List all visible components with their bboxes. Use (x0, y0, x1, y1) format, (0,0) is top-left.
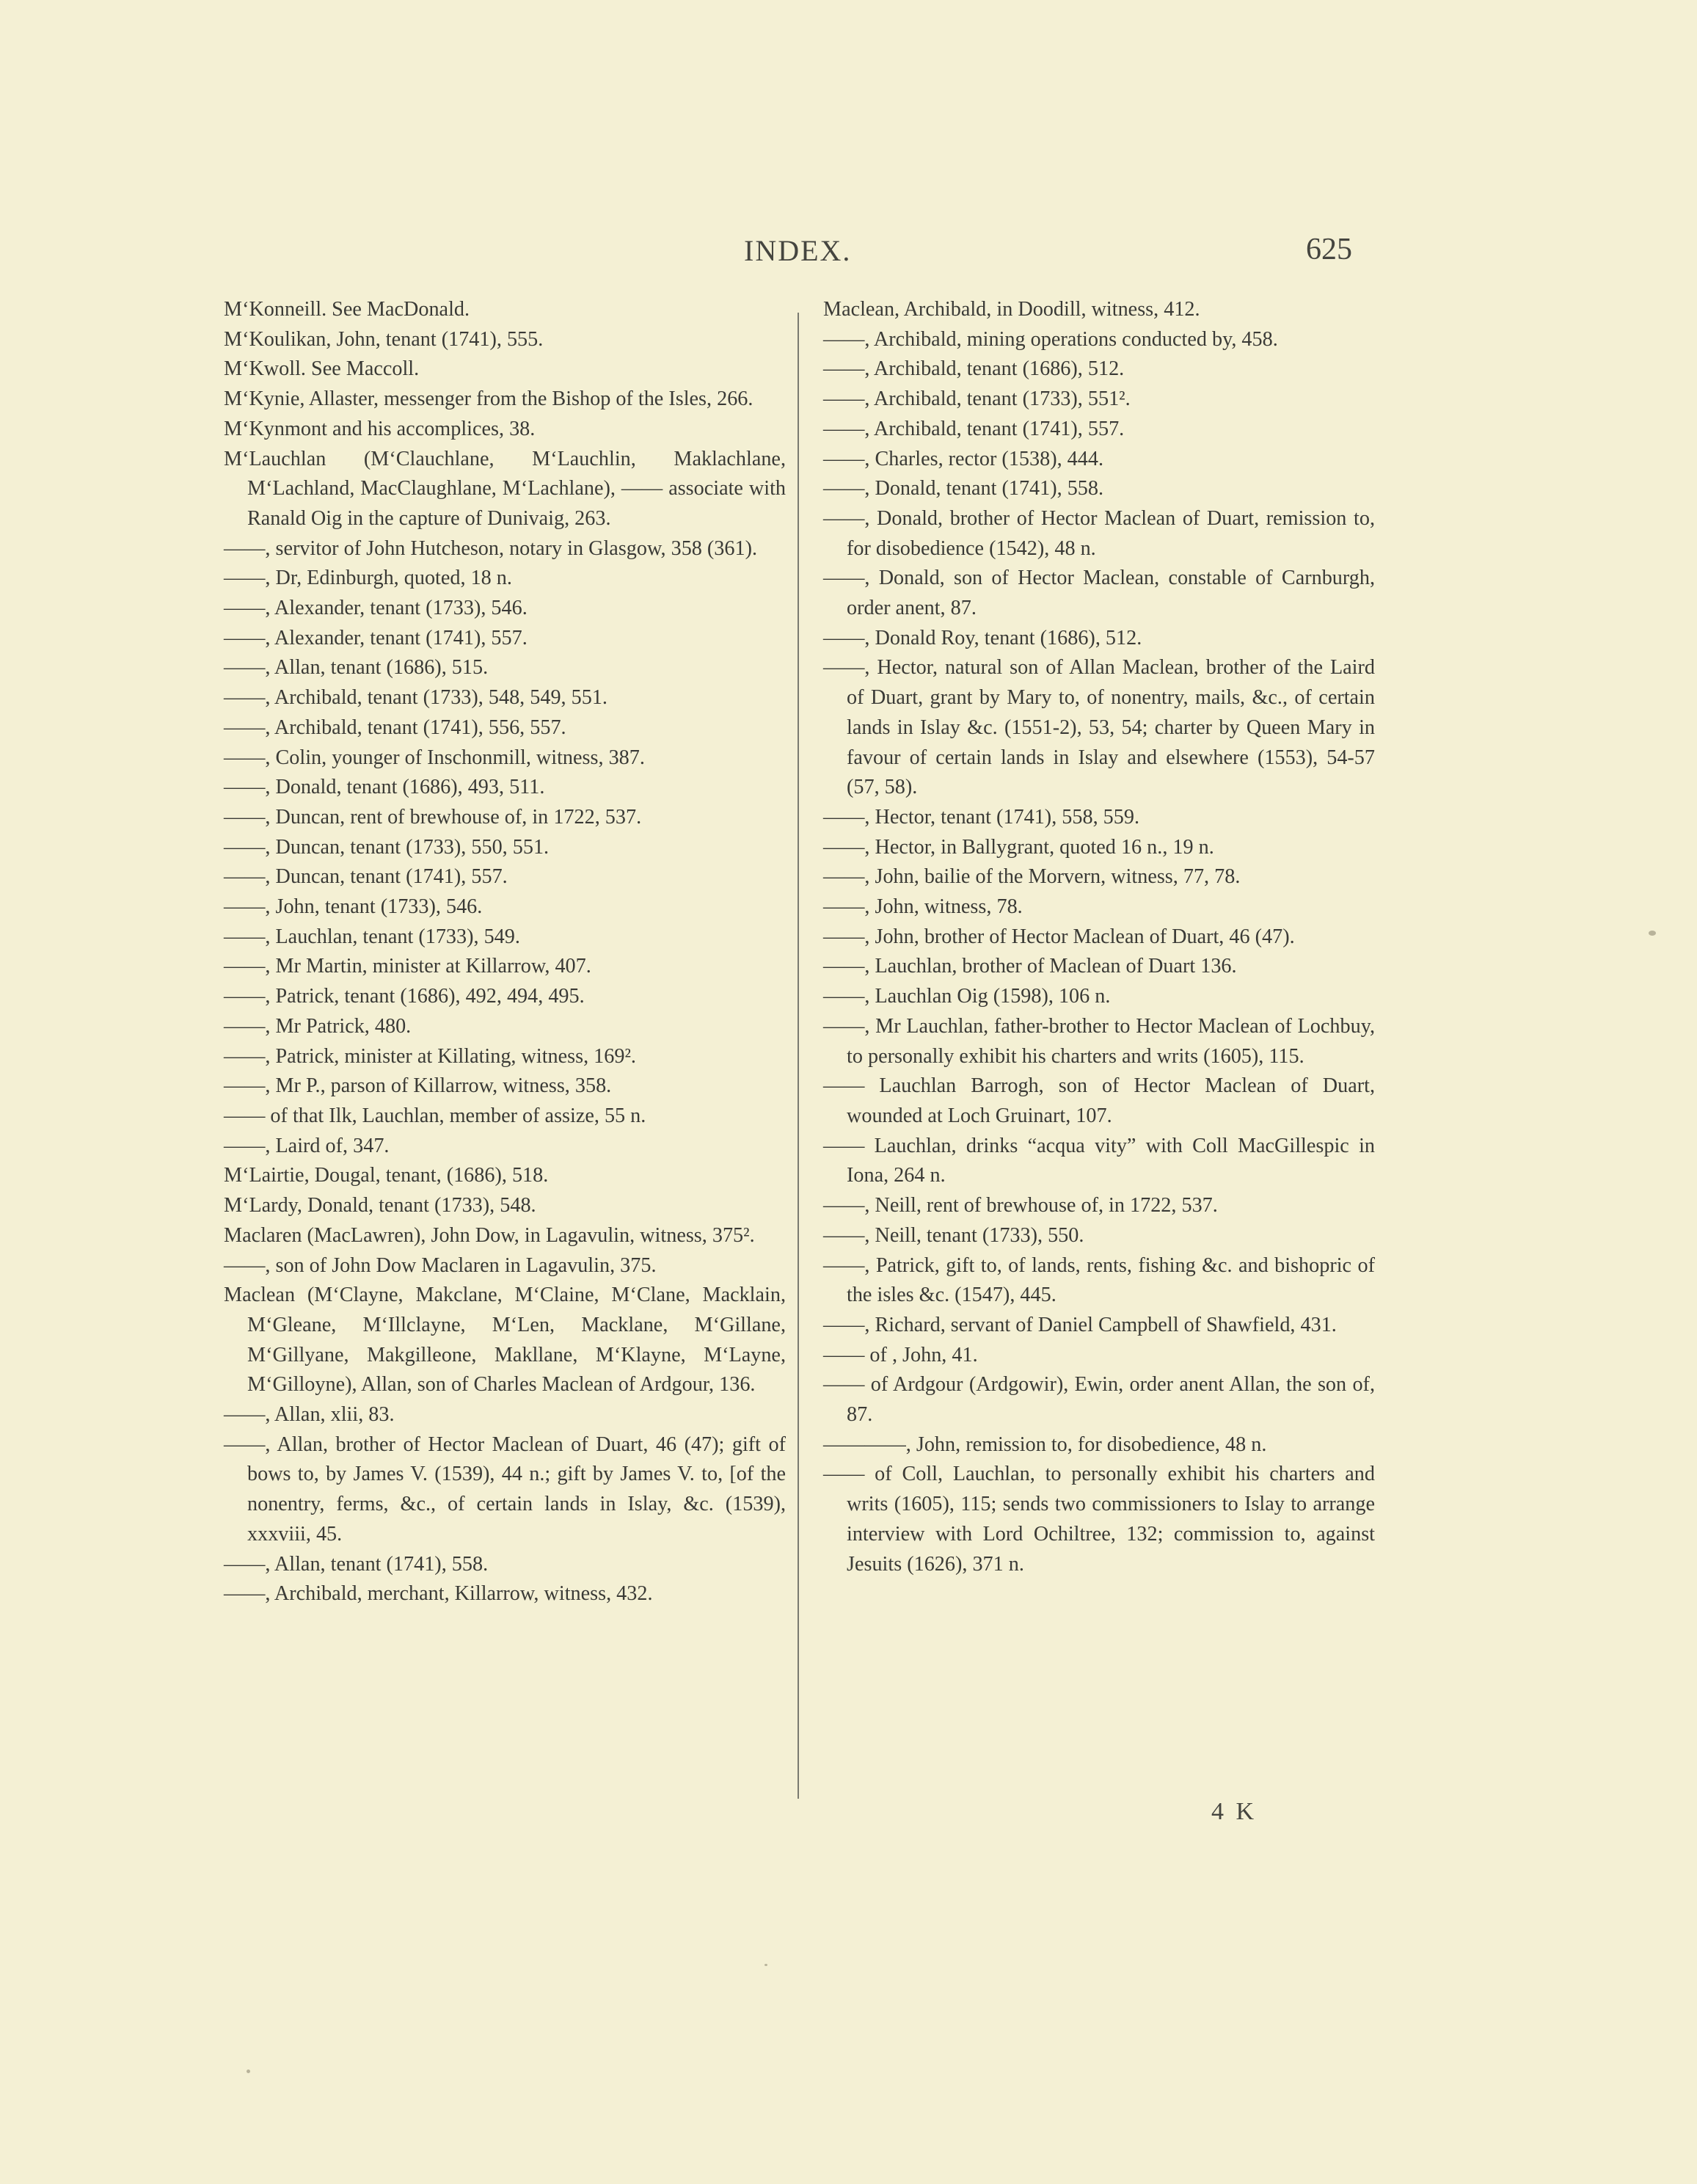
left-index-entry: ——, Alexander, tenant (1733), 546. (224, 597, 528, 620)
right-index-entry: ——, Neill, rent of brewhouse of, in 1722, 537. (823, 1194, 1218, 1217)
right-index-entry: —— of Coll, Lauchlan, to personally exhibit his charters and writs (1605), 115; sends two commissioners to Islay to arrange interview with Lord Ochiltree, 132; commission to, against Jesuits (1626), 371 n. (823, 1463, 1375, 1576)
running-head-title: INDEX. (744, 234, 852, 267)
index-column-left (224, 295, 786, 1609)
right-index-entry: ——, Donald, son of Hector Maclean, constable of Carnburgh, order anent, 87. (823, 567, 1375, 620)
left-index-entry: M‘Lauchlan (M‘Clauchlane, M‘Lauchlin, Maklachlane, M‘Lachland, MacClaughlane, M‘Lachlane), —— associate with Ranald Oig in the capture of Dunivaig, 263. (224, 447, 786, 530)
right-index-entry: ——, Neill, tenant (1733), 550. (823, 1223, 1084, 1247)
right-index-entry: ——, Donald, brother of Hector Maclean of Duart, remission to, for disobedience (1542), 48 n. (823, 506, 1375, 560)
left-index-entry: ——, Allan, brother of Hector Maclean of Duart, 46 (47); gift of bows to, by James V. (1539), 44 n.; gift by James V. to, [of the nonentry, ferms, &c., of certain lands in Islay, &c. (1539), xxxviii, 45. (224, 1433, 786, 1546)
left-index-entry: ——, Allan, tenant (1686), 515. (224, 656, 489, 680)
right-index-entry: ——, Lauchlan, brother of Maclean of Duart 136. (823, 955, 1237, 978)
right-index-entry: ——, Charles, rector (1538), 444. (823, 447, 1104, 470)
right-index-entry: —— of Ardgour (Ardgowir), Ewin, order anent Allan, the son of, 87. (823, 1373, 1375, 1427)
left-index-entry: M‘Koulikan, John, tenant (1741), 555. (224, 327, 544, 351)
left-index-entry: ——, Archibald, merchant, Killarrow, witness, 432. (224, 1582, 653, 1606)
left-index-entry: ——, Colin, younger of Inschonmill, witness, 387. (224, 746, 645, 769)
paper-speck (1649, 931, 1656, 936)
right-index-entry: ——, Archibald, tenant (1733), 551². (823, 387, 1131, 411)
right-index-entry: ——, Hector, tenant (1741), 558, 559. (823, 805, 1139, 829)
left-index-entry: ——, Mr P., parson of Killarrow, witness, 358. (224, 1074, 612, 1098)
right-index-entry: ——, Archibald, tenant (1741), 557. (823, 417, 1125, 440)
right-index-entry: —— Lauchlan, drinks “acqua vity” with Coll MacGillespic in Iona, 264 n. (823, 1134, 1375, 1187)
right-index-entry: ——, Patrick, gift to, of lands, rents, fishing &c. and bishopric of the isles &c. (1547), 445. (823, 1253, 1375, 1307)
index-column-right (823, 295, 1375, 1579)
right-index-entry: ——, John, brother of Hector Maclean of Duart, 46 (47). (823, 925, 1295, 948)
left-index-entry: M‘Kynie, Allaster, messenger from the Bishop of the Isles, 266. (224, 387, 753, 411)
left-index-entry: M‘Konneill. See MacDonald. (224, 298, 470, 321)
left-index-entry: ——, Patrick, tenant (1686), 492, 494, 495. (224, 985, 585, 1008)
left-index-entry: M‘Lardy, Donald, tenant (1733), 548. (224, 1194, 536, 1217)
left-index-entry: ——, Archibald, tenant (1741), 556, 557. (224, 716, 566, 739)
left-index-entry: ——, Allan, xlii, 83. (224, 1403, 395, 1427)
left-index-entry: Maclaren (MacLawren), John Dow, in Lagavulin, witness, 375². (224, 1223, 755, 1247)
right-index-entry: ——, John, bailie of the Morvern, witness, 77, 78. (823, 865, 1241, 889)
left-index-entry: —— of that Ilk, Lauchlan, member of assize, 55 n. (224, 1104, 646, 1127)
right-index-entry: ——, Donald Roy, tenant (1686), 512. (823, 626, 1142, 649)
left-index-entry: ——, Patrick, minister at Killating, witness, 169². (224, 1044, 636, 1068)
right-index-entry: ——, Hector, natural son of Allan Maclean, brother of the Laird of Duart, grant by Mary to, of nonentry, mails, &c., of certain lands in Islay &c. (1551-2), 53, 54; charter by Queen Mary in favour of certain lands in Islay and elsewhere (1553), 54-57 (57, 58). (823, 656, 1375, 799)
right-index-entry: ————, John, remission to, for disobedience, 48 n. (823, 1433, 1267, 1456)
right-index-entry: ——, Lauchlan Oig (1598), 106 n. (823, 985, 1111, 1008)
right-index-entry: ——, Richard, servant of Daniel Campbell of Shawfield, 431. (823, 1313, 1337, 1336)
left-index-entry: ——, Duncan, tenant (1741), 557. (224, 865, 508, 889)
left-index-entry: ——, Lauchlan, tenant (1733), 549. (224, 925, 520, 948)
left-index-entry: ——, servitor of John Hutcheson, notary in Glasgow, 358 (361). (224, 536, 758, 560)
left-index-entry: Maclean (M‘Clayne, Makclane, M‘Claine, M‘Clane, Macklain, M‘Gleane, M‘Illclayne, M‘Len, Macklane, M‘Gillane, M‘Gillyane, Makgilleone, Makllane, M‘Klayne, M‘Layne, M‘Gilloyne), Allan, son of Charles Maclean of Ardgour, 136. (224, 1284, 786, 1397)
right-index-entry: ——, Hector, in Ballygrant, quoted 16 n., 19 n. (823, 835, 1214, 859)
right-index-entry: ——, Donald, tenant (1741), 558. (823, 477, 1104, 500)
right-index-entry: ——, Mr Lauchlan, father-brother to Hector Maclean of Lochbuy, to personally exhibit his charters and writs (1605), 115. (823, 1014, 1375, 1068)
left-index-entry: ——, Mr Patrick, 480. (224, 1014, 412, 1038)
signature-mark: 4 K (1211, 1798, 1258, 1825)
column-divider (798, 313, 799, 1799)
paper-speck (764, 1964, 767, 1966)
left-index-entry: ——, Duncan, rent of brewhouse of, in 1722, 537. (224, 805, 642, 829)
left-index-entry: ——, Laird of, 347. (224, 1134, 390, 1157)
left-index-entry: ——, Donald, tenant (1686), 493, 511. (224, 776, 545, 799)
page-number: 625 (1306, 233, 1352, 266)
right-index-entry: —— Lauchlan Barrogh, son of Hector Maclean of Duart, wounded at Loch Gruinart, 107. (823, 1074, 1375, 1127)
left-index-entry: ——, Archibald, tenant (1733), 548, 549, 551. (224, 686, 607, 710)
left-index-entry: ——, John, tenant (1733), 546. (224, 895, 483, 919)
left-index-entry: M‘Kynmont and his accomplices, 38. (224, 417, 536, 440)
right-index-entry: Maclean, Archibald, in Doodill, witness, 412. (823, 298, 1200, 321)
right-index-entry: —— of , John, 41. (823, 1343, 978, 1366)
paper-speck (247, 2070, 250, 2073)
left-index-entry: ——, Dr, Edinburgh, quoted, 18 n. (224, 567, 512, 590)
right-index-entry: ——, John, witness, 78. (823, 895, 1023, 919)
left-index-entry: ——, Duncan, tenant (1733), 550, 551. (224, 835, 550, 859)
left-index-entry: M‘Kwoll. See Maccoll. (224, 357, 420, 381)
left-index-entry: ——, Alexander, tenant (1741), 557. (224, 626, 528, 649)
left-index-entry: ——, son of John Dow Maclaren in Lagavulin, 375. (224, 1253, 657, 1277)
left-index-entry: ——, Mr Martin, minister at Killarrow, 407. (224, 955, 591, 978)
right-index-entry: ——, Archibald, mining operations conducted by, 458. (823, 327, 1278, 351)
left-index-entry: ——, Allan, tenant (1741), 558. (224, 1552, 489, 1576)
right-index-entry: ——, Archibald, tenant (1686), 512. (823, 357, 1125, 381)
left-index-entry: M‘Lairtie, Dougal, tenant, (1686), 518. (224, 1164, 549, 1187)
